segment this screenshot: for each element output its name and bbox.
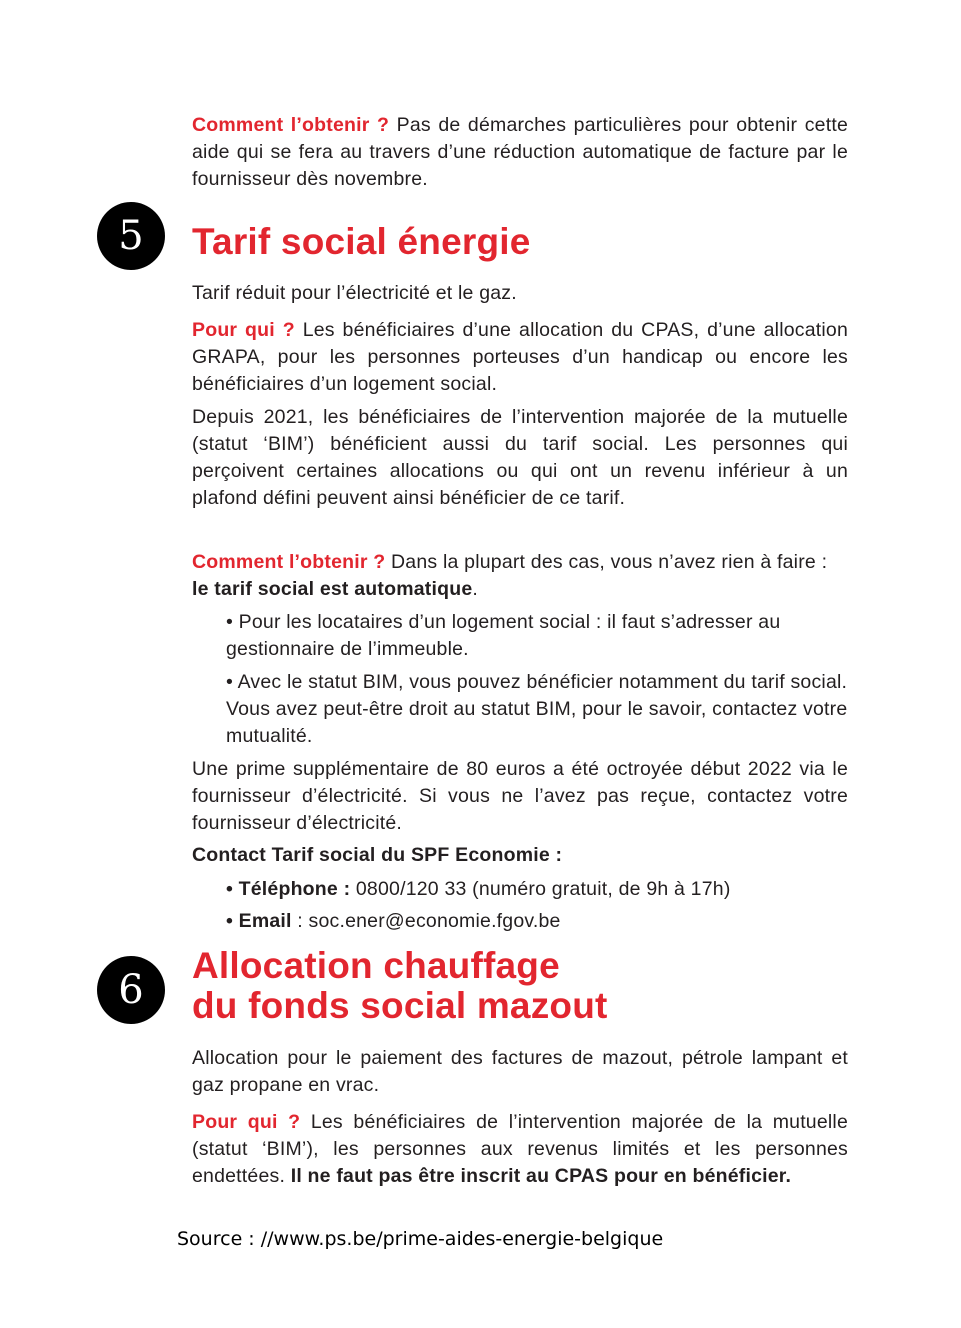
section-6-pour-qui-bold: Il ne faut pas être inscrit au CPAS pour en bénéficier. [290,1165,792,1187]
section-5-comment-end: . [472,578,478,600]
intro-text: Pas de démarches particulières pour obtenir cette aide qui se fera au travers d’une réduction automatique de facture par le fournisseur dès novembre. [192,114,848,190]
section-5-number-badge: 5 [97,202,165,270]
section-5-comment-bold: le tarif social est automatique [192,578,473,600]
section-5-pour-qui-label: Pour qui ? [192,319,295,341]
section-5-prime-paragraph: Une prime supplémentaire de 80 euros a été octroyée début 2022 via le fournisseur d’électricité. Si vous ne l’avez pas reçue, contactez votre fournisseur d’électricité. [192,758,848,834]
section-6-title-line-1: Allocation chauffage [192,945,560,986]
contact-email-value: : soc.ener@economie.fgov.be [297,910,561,932]
section-5-comment-paragraph [192,549,848,603]
section-6-pour-qui-text: Les bénéficiaires de l’intervention majorée de la mutuelle (statut ‘BIM’), les personnes aux revenus limités et les personnes endettées. [192,1111,849,1187]
source-citation: Source : //www.ps.be/prime-aides-energie-belgique [177,1228,664,1250]
section-5-title: Tarif social énergie [192,221,531,262]
section-6-number-badge: 6 [97,956,165,1024]
section-5-pour-qui-paragraph [192,317,848,398]
section-5-pour-qui-text: Les bénéficiaires d’une allocation du CPAS, d’une allocation GRAPA, pour les personnes porteuses d’un handicap ou encore les bénéficiaires d’un logement social. [192,319,849,395]
section-5-subtitle: Tarif réduit pour l’électricité et le gaz. [192,282,517,304]
section-5-bullet-1: • Pour les locataires d’un logement social : il faut s’adresser au gestionnaire de l’immeuble. [226,611,781,660]
section-5-bullet-2: • Avec le statut BIM, vous pouvez bénéficier notamment du tarif social. Vous avez peut-être droit au statut BIM, pour le savoir, contactez votre mutualité. [226,671,848,747]
section-6-pour-qui-block [192,1109,848,1190]
section-5-comment-text: Dans la plupart des cas, vous n’avez rien à faire : [391,551,828,573]
section-5-contact-phone [226,876,848,903]
section-5-comment-label: Comment l’obtenir ? [192,551,386,573]
section-6-subtitle: Allocation pour le paiement des factures de mazout, pétrole lampant et gaz propane en vrac. [192,1047,848,1096]
section-6-heading-block [192,946,848,1026]
section-5-depuis-block [192,404,848,512]
contact-phone-value: 0800/120 33 (numéro gratuit, de 9h à 17h) [355,878,731,900]
section-6-subtitle-block [192,1045,848,1099]
section-5-depuis-paragraph: Depuis 2021, les bénéficiaires de l’intervention majorée de la mutuelle (statut ‘BIM’) bénéficient aussi du tarif social. Les personnes qui perçoivent certaines allocations ou qui ont un revenu inférieur à un plafond défini peuvent ainsi bénéficier de ce tarif. [192,406,848,509]
intro-block [192,112,848,193]
section-6-title-line-2: du fonds social mazout [192,985,608,1026]
section-6-pour-qui-paragraph [192,1109,848,1190]
section-5-prime-block [192,756,848,837]
section-5-contact-block [192,842,848,869]
section-5-contact-title: Contact Tarif social du SPF Economie : [192,844,563,866]
section-5-heading-block [192,222,848,262]
contact-phone-label: • Téléphone : [226,878,351,900]
section-5-subtitle-block [192,280,848,307]
section-5-contact-email [226,908,848,935]
section-5-comment-block [192,549,848,603]
intro-paragraph [192,112,848,193]
contact-email-label: • Email [226,910,292,932]
intro-label: Comment l’obtenir ? [192,114,390,136]
section-5-pour-qui-block [192,317,848,398]
section-6-pour-qui-label: Pour qui ? [192,1111,301,1133]
